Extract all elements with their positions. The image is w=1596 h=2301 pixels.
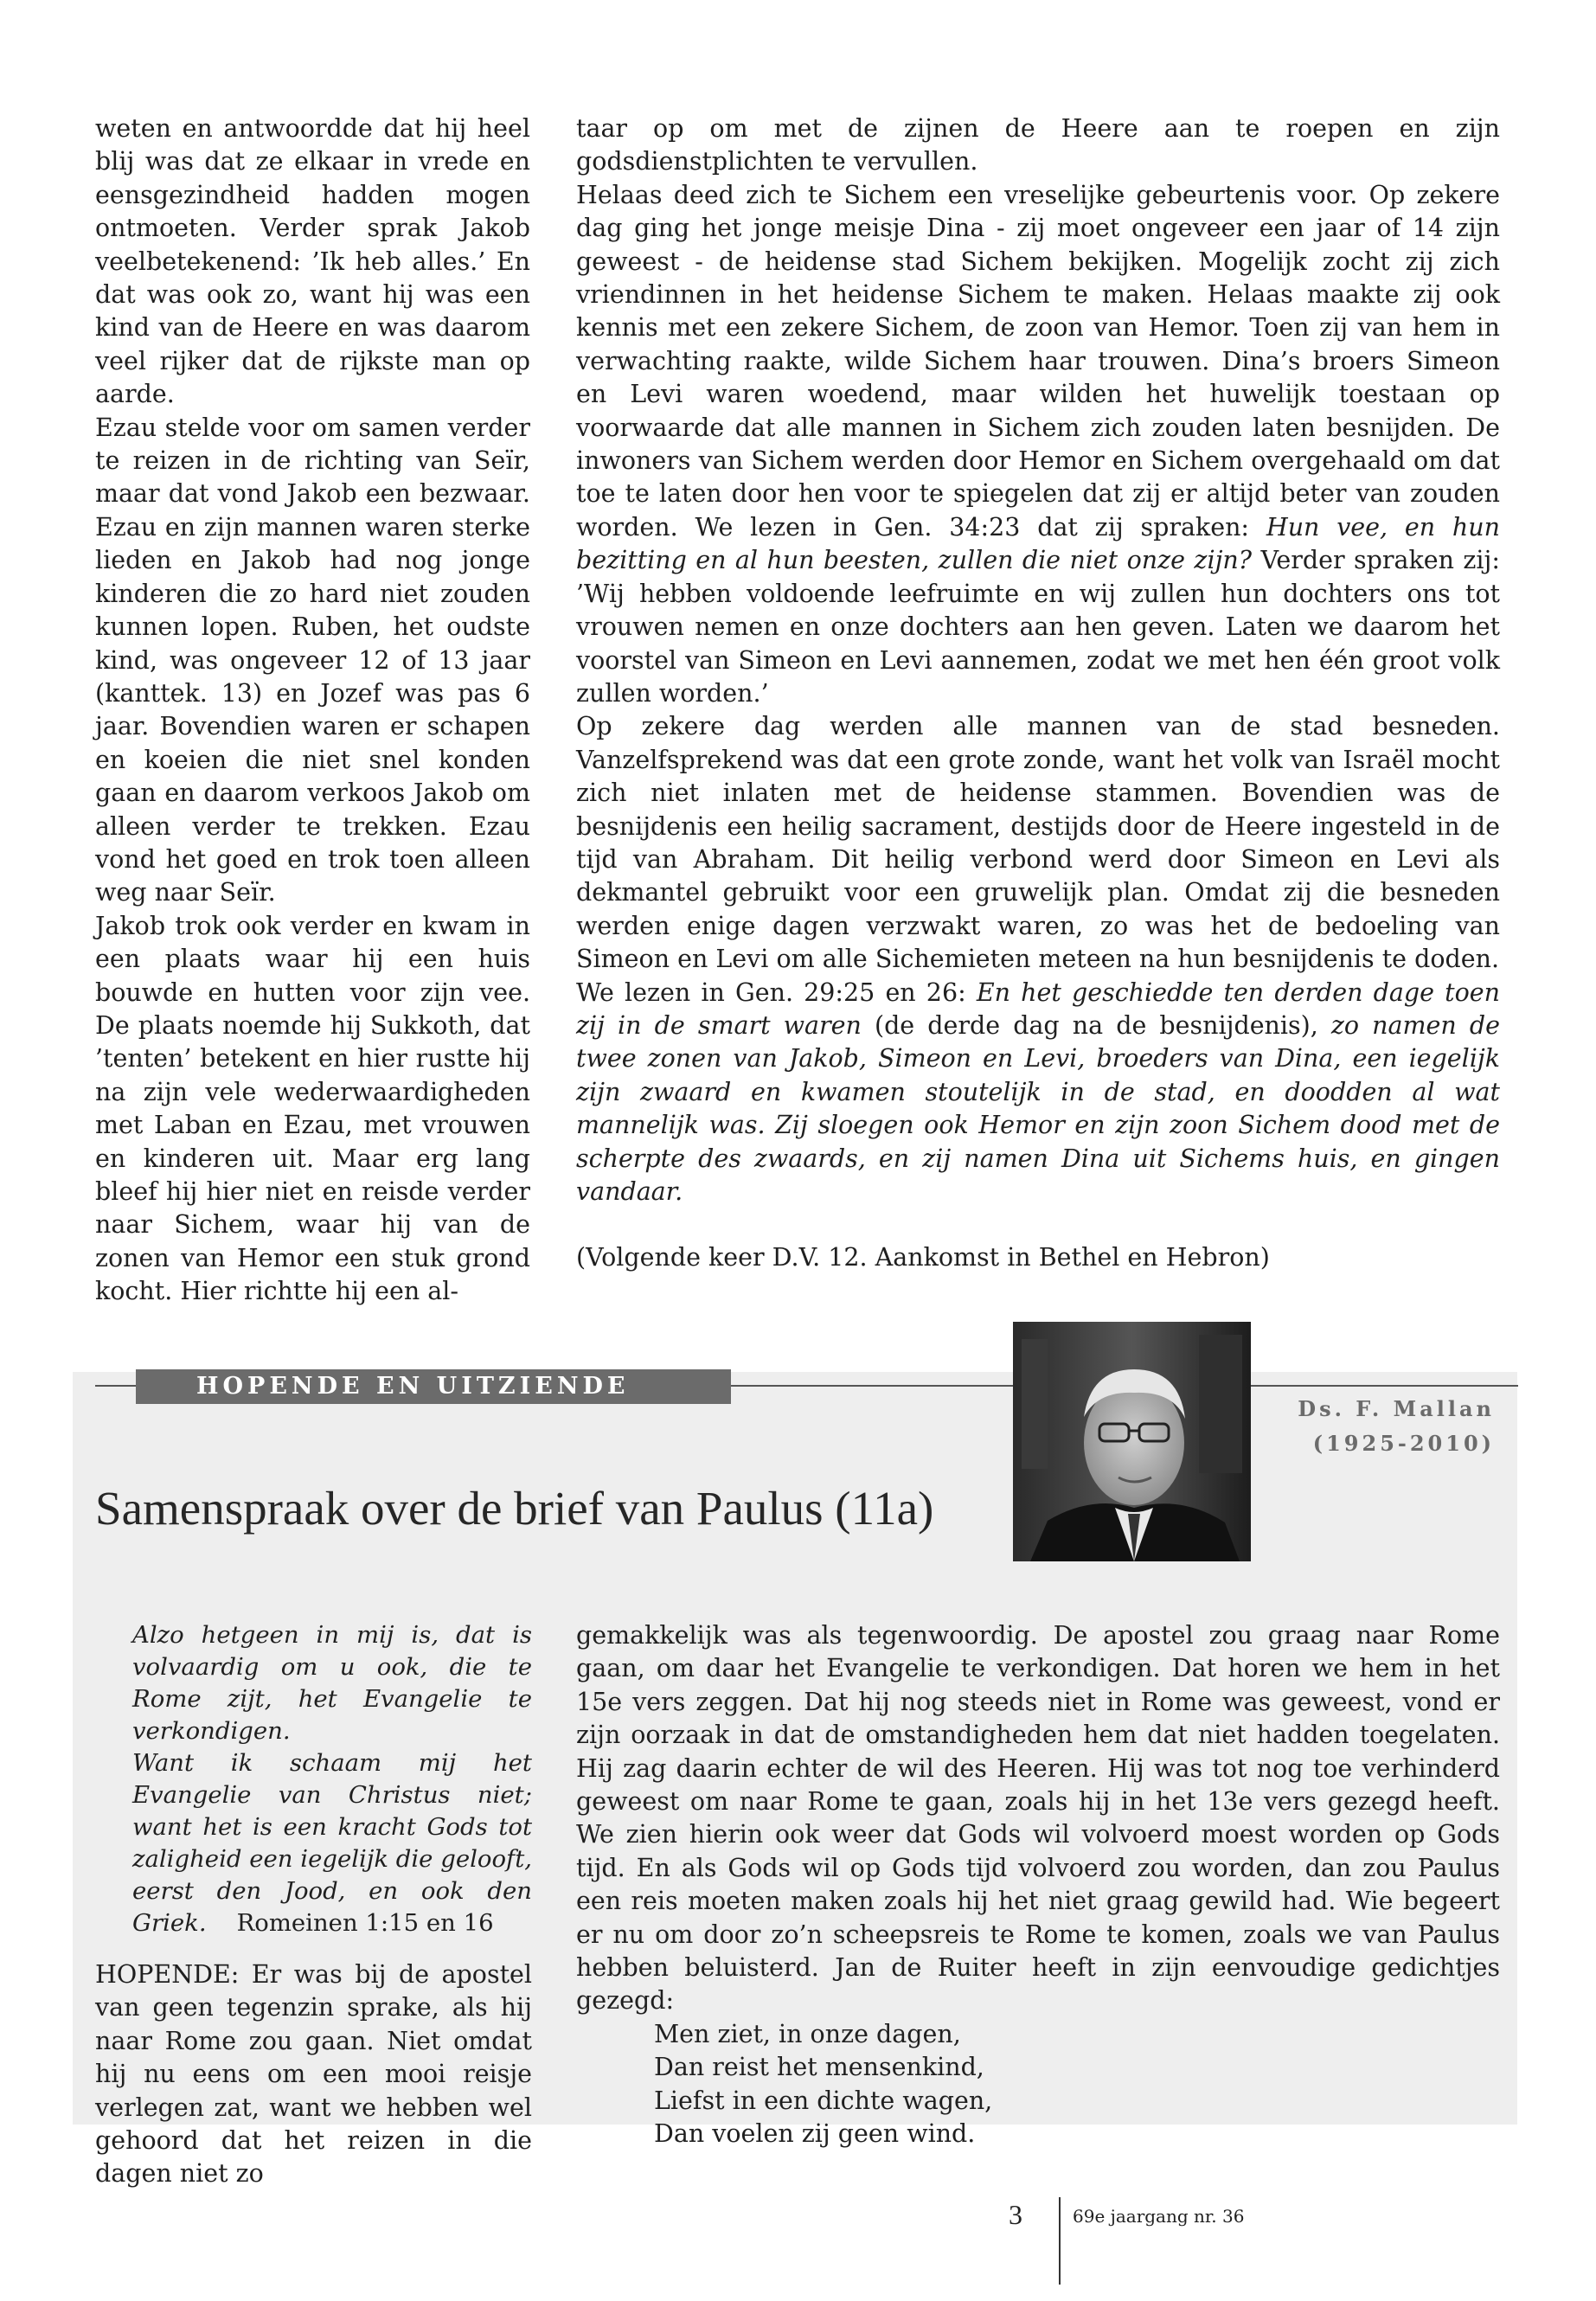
- paragraph: weten en antwoordde dat hij heel blij was dat ze elkaar in vrede en eensgezindheid hadden mogen ontmoeten. Verder sprak Jakob veelbetekenend: ’Ik heb alles.’ En dat was ook zo, want hij was een kind van de Heere en was daarom veel rijker dat de rijkste man op aarde.: [95, 114, 530, 409]
- author-years: (1925-2010): [1312, 1431, 1495, 1456]
- section-label: HOPENDE EN UITZIENDE: [136, 1369, 731, 1404]
- portrait-illustration: [1013, 1322, 1251, 1561]
- scripture-quote: Hun vee, en hun bezitting en al hun beesten, zullen die niet onze zijn?: [576, 512, 1500, 575]
- poem-line: Dan voelen zij geen wind.: [654, 2119, 976, 2149]
- top-left-column: [95, 112, 530, 1309]
- text-run: (de derde dag na de besnijdenis),: [861, 1010, 1331, 1040]
- scripture-quote-block: [95, 1619, 532, 1939]
- article-title: Samenspraak over de brief van Paulus (11a): [95, 1482, 934, 1535]
- quote-reference: Romeinen 1:15 en 16: [236, 1909, 494, 1937]
- paragraph: gemakkelijk was als tegenwoordig. De apostel zou graag naar Rome gaan, om daar het Evangelie te verkondigen. Dat horen we hem in het 15e vers zeggen. Dat hij nog steeds niet in Rome was geweest, vond er zijn oorzaak in dat de omstandigheden hem dat niet hadden toegelaten. Hij zag daarin echter de wil des Heeren. Hij was tot nog toe verhinderd geweest om naar Rome te gaan, zoals hij in het 13e vers gezegd heeft. We zien hierin ook weer dat Gods wil volvoerd moest worden op Gods tijd. En als Gods wil op Gods tijd volvoerd zou worden, dan zou Paulus een reis moeten maken zoals hij het niet graag gewild had. Wie begeert er nu om door zo’n scheepsreis te Rome te komen, zoals we van Paulus hebben beluisterd. Jan de Ruiter heeft in zijn eenvoudige gedichtjes gezegd:: [576, 1621, 1500, 2016]
- paragraph: [576, 179, 1500, 711]
- page-number: 3: [1009, 2199, 1022, 2230]
- paragraph: taar op om met de zijnen de Heere aan te roepen en zijn godsdienstplichten te vervullen.: [576, 114, 1500, 176]
- scripture-quote: zo namen de twee zonen van Jakob, Simeon en Levi, broeders van Dina, een iegelijk zijn zwaard en kwamen stoutelijk in de stad, en doodden al wat mannelijk was. Zij sloegen ook Hemor en zijn zoon Sichem dood met de scherpte des zwaards, en zij namen Dina uit Sichems huis, en gingen vandaar.: [576, 1010, 1500, 1206]
- text-run: Verder spraken zij: ’Wij hebben voldoende leefruimte en wij zullen hun dochters ons tot vrouwen nemen en onze dochters aan hen geven. Laten we daarom het voorstel van Simeon en Levi aannemen, zodat we met hen één groot volk zullen worden.’: [576, 546, 1500, 708]
- paragraph: [576, 977, 1500, 1209]
- spacer: [95, 1939, 532, 1958]
- author-photo: [1013, 1322, 1251, 1561]
- author-name: Ds. F. Mallan: [1298, 1396, 1495, 1421]
- poem-line: Dan reist het mensenkind,: [654, 2053, 984, 2082]
- text-run: We lezen in Gen. 29:25 en 26:: [576, 977, 977, 1007]
- paragraph: Ezau stelde voor om samen verder te reizen in de richting van Seïr, maar dat vond Jakob een bezwaar. Ezau en zijn mannen waren sterke lieden en Jakob had nog jonge kinderen die zo hard niet zouden kunnen lopen. Ruben, het oudste kind, was ongeveer 12 of 13 jaar (kanttek. 13) en Jozef was pas 6 jaar. Bovendien waren er schapen en koeien die niet snel konden gaan en daarom verkoos Jakob om alleen verder te trekken. Ezau vond het goed en trok toen alleen weg naar Seïr.: [95, 413, 530, 907]
- paragraph: Jakob trok ook verder en kwam in een plaats waar hij een huis bouwde en hutten voor zijn vee. De plaats noemde hij Sukkoth, dat ’tenten’ betekent en hier rustte hij na zijn vele wederwaardigheden met Laban en Ezau, met vrouwen en kinderen uit. Maar erg lang bleef hij hier niet en reisde verder naar Sichem, waar hij van de zonen van Hemor een stuk grond kocht. Hier richtte hij een al-: [95, 911, 530, 1306]
- paragraph: Op zekere dag werden alle mannen van de stad besneden. Vanzelfsprekend was dat een grote zonde, want het volk van Israël mocht zich niet inlaten met de heidense stammen. Bovendien was de besnijdenis een heilig sacrament, destijds door de Heere ingesteld in de tijd van Abraham. Dit heilig verbond werd door Simeon en Levi als dekmantel gebruikt voor een gruwelijk plan. Omdat zij die besneden werden enige dagen verzwakt waren, zo was het de bedoeling van Simeon en Levi om alle Sichemieten meteen na hun besnijdenis te doden.: [576, 712, 1500, 974]
- bottom-right-column: [576, 1619, 1500, 2151]
- scripture-quote: En het geschiedde ten derden dage toen zij in de smart waren: [576, 977, 1500, 1040]
- header-rule-right: [1251, 1385, 1518, 1387]
- author-byline: [1298, 1392, 1495, 1461]
- poem: [576, 2018, 1500, 2151]
- quote-line: Alzo hetgeen in mij is, dat is volvaardig om u ook, die te Rome zijt, het Evangelie te verkondigen.: [132, 1621, 532, 1745]
- paragraph: HOPENDE: Er was bij de apostel van geen tegenzin sprake, als hij naar Rome zou gaan. Niet omdat hij nu eens om een mooi reisje verlegen zat, want we hebben wel gehoord dat het reizen in die dagen niet zo: [95, 1960, 532, 2189]
- text-run: Helaas deed zich te Sichem een vreselijke gebeurtenis voor. Op zekere dag ging het jonge meisje Dina - zij moet ongeveer een jaar of 14 zijn geweest - de heidense stad Sichem bekijken. Mogelijk zocht zij zich vriendinnen in het heidense Sichem te maken. Helaas maakte zij ook kennis met een zekere Sichem, de zoon van Hemor. Toen zij van hem in verwachting raakte, wilde Sichem haar trouwen. Dina’s broers Simeon en Levi waren woedend, maar wilden het huwelijk toestaan op voorwaarde dat alle mannen in Sichem zich zouden laten besnijden. De inwoners van Sichem werden door Hemor en Sichem overgehaald om dat toe te laten door hen voor te spiegelen dat zij er altijd beter van zouden worden. We lezen in Gen. 34:23 dat zij spraken:: [576, 180, 1500, 542]
- top-right-column: [576, 112, 1500, 1275]
- issue-info: 69e jaargang nr. 36: [1073, 2206, 1245, 2227]
- quote-line: [132, 1747, 532, 1939]
- next-episode-note: (Volgende keer D.V. 12. Aankomst in Bethel en Hebron): [576, 1243, 1270, 1272]
- footer-divider: [1059, 2197, 1061, 2285]
- spacer: [576, 1208, 1500, 1241]
- poem-line: Liefst in een dichte wagen,: [654, 2086, 993, 2115]
- bottom-left-column: [95, 1619, 532, 2191]
- poem-line: Men ziet, in onze dagen,: [654, 2019, 961, 2048]
- quote-text: Want ik schaam mij het Evangelie van Christus niet; want het is een kracht Gods tot zaligheid een iegelijk die gelooft, eerst den Jood, en ook den Griek.: [132, 1749, 532, 1937]
